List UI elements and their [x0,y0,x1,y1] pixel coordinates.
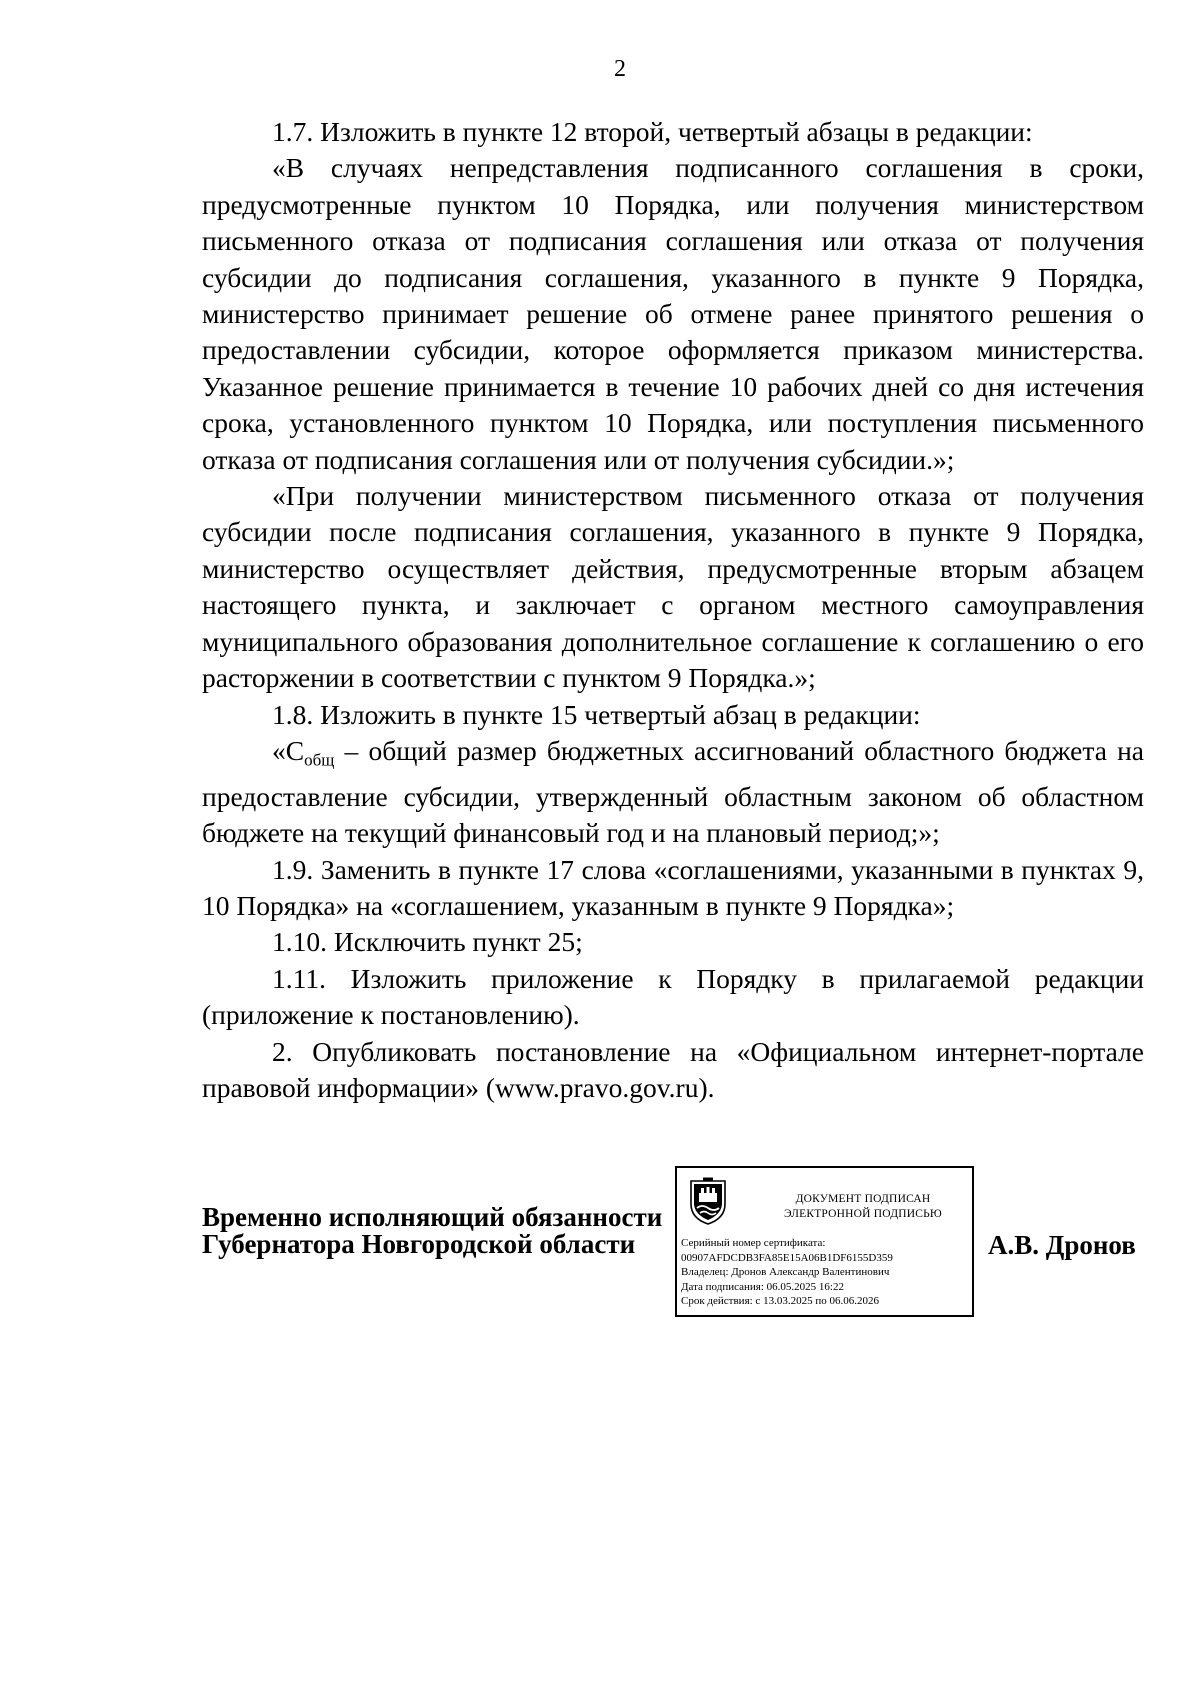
signer-position-line-2: Губернатора Новгородской области [202,1229,636,1259]
paragraph-quote-refusal-before-signing: «В случаях непредставления подписанного соглашения в сроки, предусмотренные пунктом 10 Порядка, или получения министерством письменного отказа от подписания соглашения или отказа от получения субсидии до подписания соглашения, указанного в пункте 9 Порядка, министерство принимает решение об отмене ранее принятого решения о предоставлении субсидии, которое оформляется приказом министерства. Указанное решение принимается в течение 10 рабочих дней со дня истечения срока, установленного пунктом 10 Порядка, или поступления письменного отказа от подписания соглашения или от получения субсидии.»; [202,152,1144,475]
formula-subscript: общ [304,750,335,770]
stamp-cert-serial: 00907AFDCDB3FA85E15A06B1DF6155D359 [681,1251,893,1264]
paragraph-quote-refusal-after-signing: «При получении министерством письменного отказа от получения субсидии после подписания соглашения, указанного в пункте 9 Порядка, министерство осуществляет действия, предусмотренные вторым абзацем настоящего пункта, и заключает с органом местного самоуправления муниципального образования дополнительное соглашение к соглашению о его расторжении в соответствии с пунктом 9 Порядка.»; [202,480,1144,694]
signer-position-line-1: Временно исполняющий обязанности [202,1202,663,1232]
stamp-details [681,1236,971,1309]
stamp-owner: Владелец: Дронов Александр Валентинович [681,1266,890,1279]
paragraph-1-11: 1.11. Изложить приложение к Порядку в прилагаемой редакции (приложение к постановлению). [202,962,1144,1031]
signer-position [202,1204,662,1258]
paragraph-quote-formula [202,733,1144,852]
paragraph-2: 2. Опубликовать постановление на «Официальном интернет-портале правовой информации» (www.pravo.gov.ru). [202,1035,1144,1104]
coat-of-arms-icon [686,1177,730,1225]
formula-symbol: «С [272,734,305,766]
stamp-header-line-2: ЭЛЕКТРОННОЙ ПОДПИСЬЮ [784,1208,942,1220]
page-number: 2 [614,56,626,82]
paragraph-1-9: 1.9. Заменить в пункте 17 слова «соглашениями, указанными в пунктах 9, 10 Порядка» на «соглашением, указанным в пункте 9 Порядка»; [202,853,1144,921]
document-body [202,114,1144,1106]
signer-name: А.В. Дронов [988,1230,1136,1260]
electronic-signature-stamp [675,1166,974,1317]
stamp-header-line-1: ДОКУМЕНТ ПОДПИСАН [795,1193,931,1205]
stamp-header [757,1192,969,1222]
paragraph-1-7: 1.7. Изложить в пункте 12 второй, четвертый абзацы в редакции: [272,116,1033,147]
stamp-validity: Срок действия: с 13.03.2025 по 06.06.2026 [681,1295,879,1308]
stamp-signed-date: Дата подписания: 06.05.2025 16:22 [681,1280,844,1293]
stamp-cert-label: Серийный номер сертификата: [681,1237,826,1249]
paragraph-1-8: 1.8. Изложить в пункте 15 четвертый абзац в редакции: [272,698,921,730]
paragraph-1-10: 1.10. Исключить пункт 25; [272,926,583,958]
formula-description: – общий размер бюджетных ассигнований областного бюджета на предоставление субсидии, утвержденный областным законом об областном бюджете на текущий финансовый год и на плановый период;»; [202,734,1144,849]
